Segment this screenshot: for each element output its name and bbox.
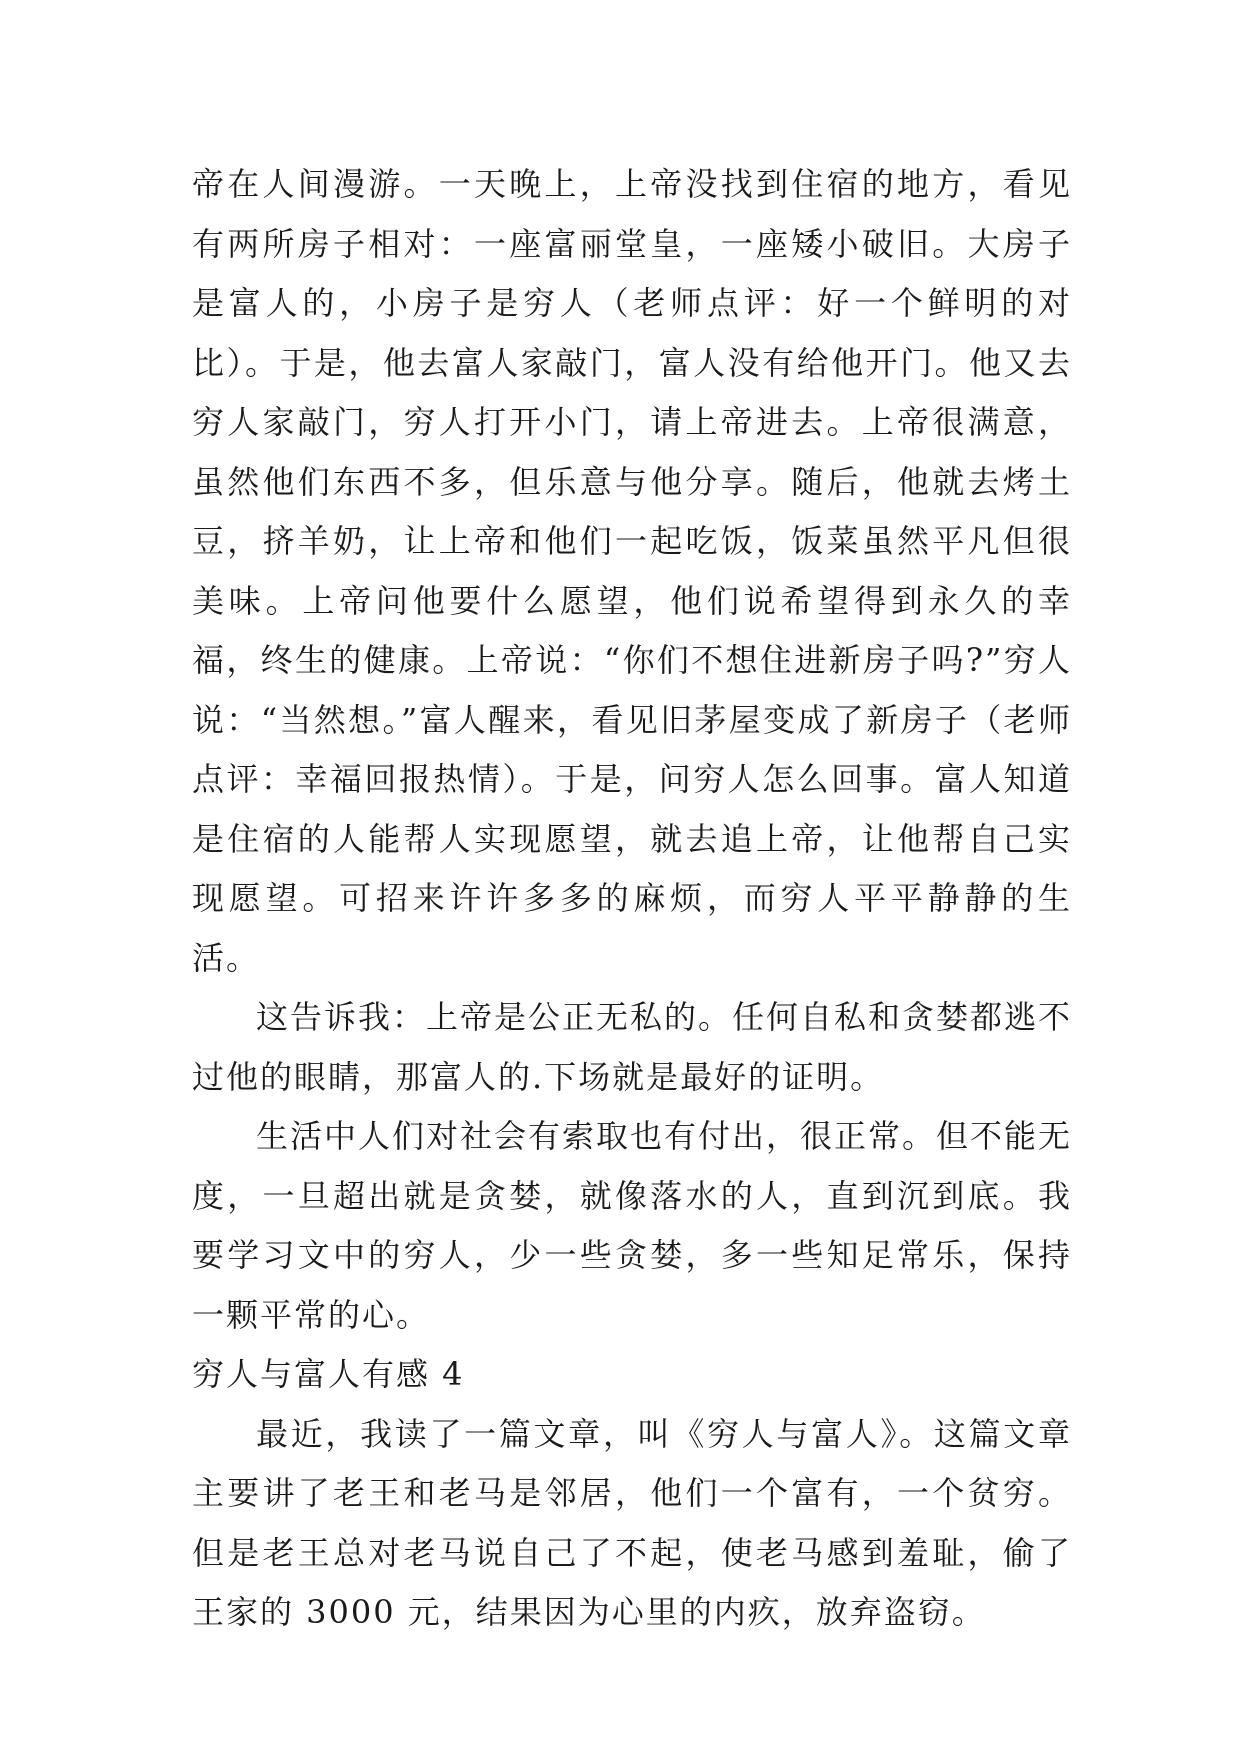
section-title: 穷人与富人有感 4 xyxy=(192,1355,465,1393)
paragraph-story: 帝在人间漫游。一天晚上，上帝没找到住宿的地方，看见有两所房子相对：一座富丽堂皇，一座矮小破旧。大房子是富人的，小房子是穷人（老师点评：好一个鲜明的对比）。于是，他去富人家敲门，富人没有给他开门。他又去穷人家敲门，穷人打开小门，请上帝进去。上帝很满意，虽然他们东西不多，但乐意与他分享。随后，他就去烤土豆，挤羊奶，让上帝和他们一起吃饭，饭菜虽然平凡但很美味。上帝问他要什么愿望，他们说希望得到永久的幸福，终生的健康。上帝说：“你们不想住进新房子吗?”穷人说：“当然想。”富人醒来，看见旧茅屋变成了新房子（老师点评：幸福回报热情）。于是，问穷人怎么回事。富人知道是住宿的人能帮人实现愿望，就去追上帝，让他帮自己实现愿望。可招来许许多多的麻烦，而穷人平平静静的生活。 xyxy=(192,165,1072,977)
paragraph-section4-intro: 最近，我读了一篇文章，叫《穷人与富人》。这篇文章主要讲了老王和老马是邻居，他们一个富有，一个贫穷。但是老王总对老马说自己了不起，使老马感到羞耻，偷了王家的 3000 元，结果因为心里的内疚，放弃盗窃。 xyxy=(192,1414,1072,1631)
document-body xyxy=(192,155,1072,1643)
paragraph-lesson: 这告诉我：上帝是公正无私的。任何自私和贪婪都逃不过他的眼睛，那富人的.下场就是最好的证明。 xyxy=(192,998,1073,1096)
paragraph-reflection: 生活中人们对社会有索取也有付出，很正常。但不能无度，一旦超出就是贪婪，就像落水的人，直到沉到底。我要学习文中的穷人，少一些贪婪，多一些知足常乐，保持一颗平常的心。 xyxy=(192,1117,1073,1334)
